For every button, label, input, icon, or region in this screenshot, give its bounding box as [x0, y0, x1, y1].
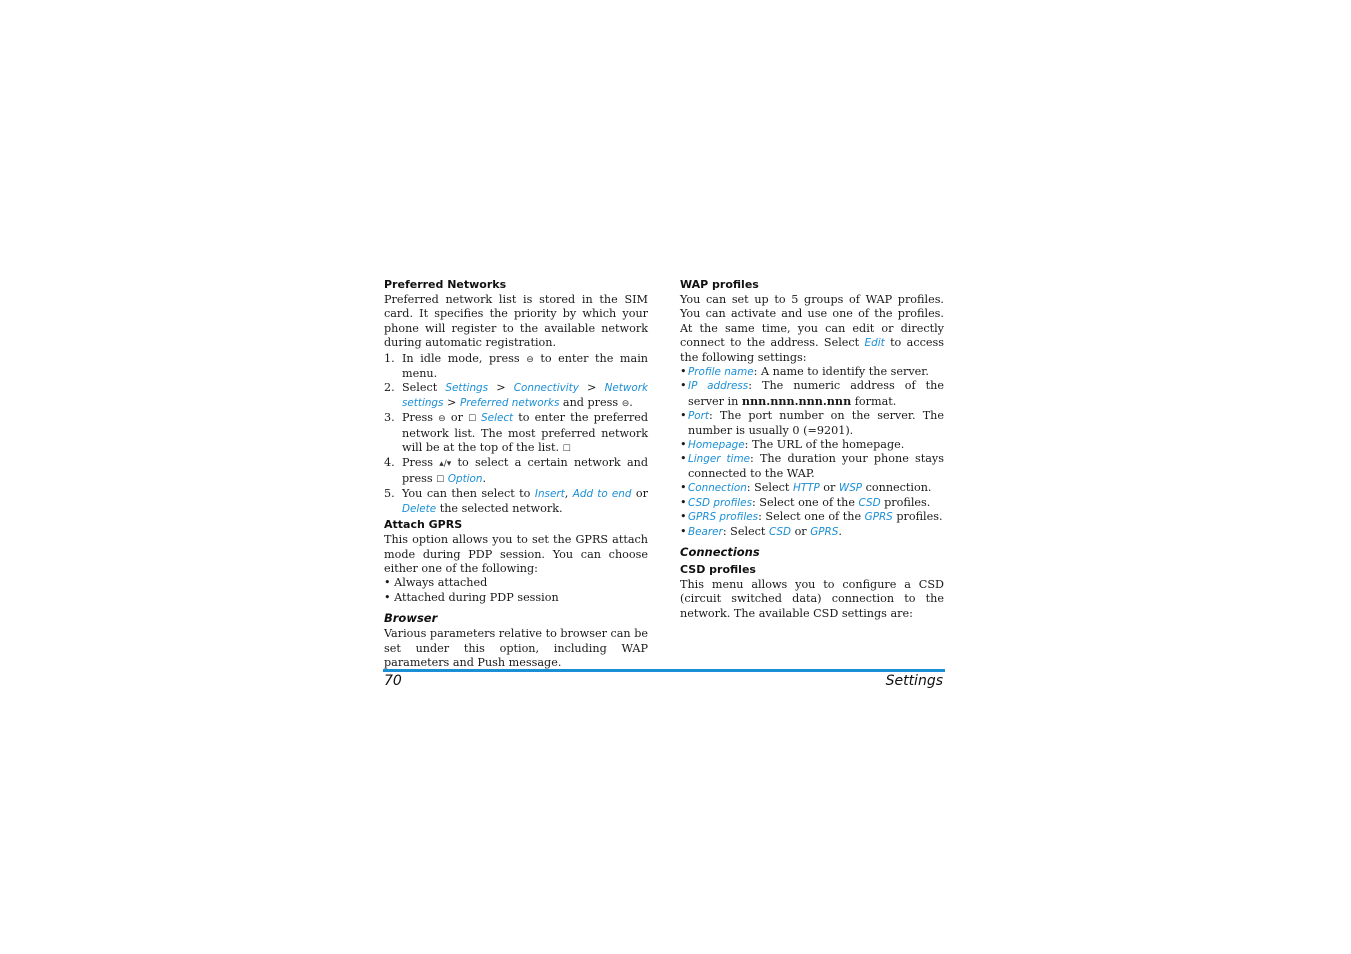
select-softkey-label: Select	[476, 412, 514, 425]
connections-heading: Connections	[680, 544, 760, 559]
ok-key-icon: ⊖	[526, 354, 534, 365]
list-item: • Profile name: A name to identify the server.	[680, 365, 929, 379]
csd-profiles-heading: CSD profiles	[680, 562, 756, 576]
step-1: 1. In idle mode, press ⊖ to enter the main menu.	[384, 351, 648, 381]
list-item: • Bearer: Select CSD or GPRS.	[680, 524, 842, 538]
softkey-icon: ☐	[468, 414, 477, 425]
preferred-networks-steps	[384, 352, 648, 516]
edit-option: Edit	[864, 337, 885, 350]
list-item: • Attached during PDP session	[384, 590, 559, 604]
list-item: • GPRS profiles: Select one of the GPRS profiles.	[680, 510, 943, 524]
list-item: • Always attached	[384, 576, 488, 590]
preferred-networks-intro: Preferred network list is stored in the SIM card. It specifies the priority by which your phone will register to the available network during automatic registration.	[384, 293, 648, 350]
softkey-icon: ☐	[562, 444, 571, 455]
list-item: • Connection: Select HTTP or WSP connection.	[680, 481, 932, 495]
left-column	[384, 276, 648, 670]
bullet: •	[384, 590, 391, 604]
preferred-networks-heading: Preferred Networks	[384, 278, 507, 291]
wap-profiles-heading: WAP profiles	[680, 278, 759, 291]
list-item: • Port: The port number on the server. The number is usually 0 (=9201).	[680, 409, 944, 437]
wap-profiles-intro: You can set up to 5 groups of WAP profiles. You can activate and use one of the profiles. At the same time, you can edit or directly connect to the address. Select Edit to access the following settings:	[680, 293, 944, 364]
ok-key-icon: ⊖	[621, 398, 630, 409]
menu-settings-link: Settings	[445, 382, 489, 395]
attach-gprs-heading: Attach GPRS	[384, 518, 463, 532]
menu-connectivity-link: Connectivity	[513, 382, 579, 395]
csd-profiles-text: This menu allows you to configure a CSD (circuit switched data) connection to the network. The available CSD settings are:	[680, 577, 944, 620]
right-column	[680, 276, 944, 621]
menu-preferred-networks-link: Preferred networks	[459, 396, 560, 409]
wap-settings-list	[680, 365, 944, 539]
step-3: 3. Press ⊖ or ☐ Select to enter the preferred network list. The most preferred network will be at the top of the list. ☐	[384, 411, 648, 455]
list-item: • IP address: The numeric address of the server in nnn.nnn.nnn.nnn format.	[680, 379, 944, 408]
list-item: • Homepage: The URL of the homepage.	[680, 438, 905, 452]
bullet: •	[384, 576, 391, 590]
add-to-end-option: Add to end	[572, 488, 632, 501]
browser-text: Various parameters relative to browser can be set under this option, including WAP parameters and Push message.	[384, 627, 648, 669]
section-name: Settings	[885, 673, 943, 689]
delete-option: Delete	[402, 502, 437, 515]
menu-network-settings-link: Network settings	[402, 382, 648, 409]
page-number: 70	[384, 673, 402, 689]
step-5: 5. You can then select to Insert, Add to end or Delete the selected network.	[384, 487, 649, 515]
navigation-up-down-icon: ▴/▾	[439, 459, 452, 470]
footer-rule	[383, 669, 945, 672]
ok-key-icon: ⊖	[438, 414, 446, 425]
attach-gprs-intro: This option allows you to set the GPRS attach mode during PDP session. You can choose either one of the following:	[384, 533, 648, 575]
insert-option: Insert	[534, 488, 565, 501]
list-item: • Linger time: The duration your phone stays connected to the WAP.	[680, 452, 944, 480]
option-softkey-label: Option	[447, 472, 483, 485]
list-item: • CSD profiles: Select one of the CSD profiles.	[680, 495, 931, 509]
step-2: 2. Select Settings > Connectivity > Network settings > Preferred networks and press ⊖.	[384, 381, 648, 409]
attach-gprs-options	[384, 576, 648, 605]
softkey-icon: ☐	[436, 474, 445, 485]
step-4: 4. Press ▴/▾ to select a certain network and press ☐ Option.	[384, 456, 648, 485]
browser-heading: Browser	[384, 611, 438, 626]
